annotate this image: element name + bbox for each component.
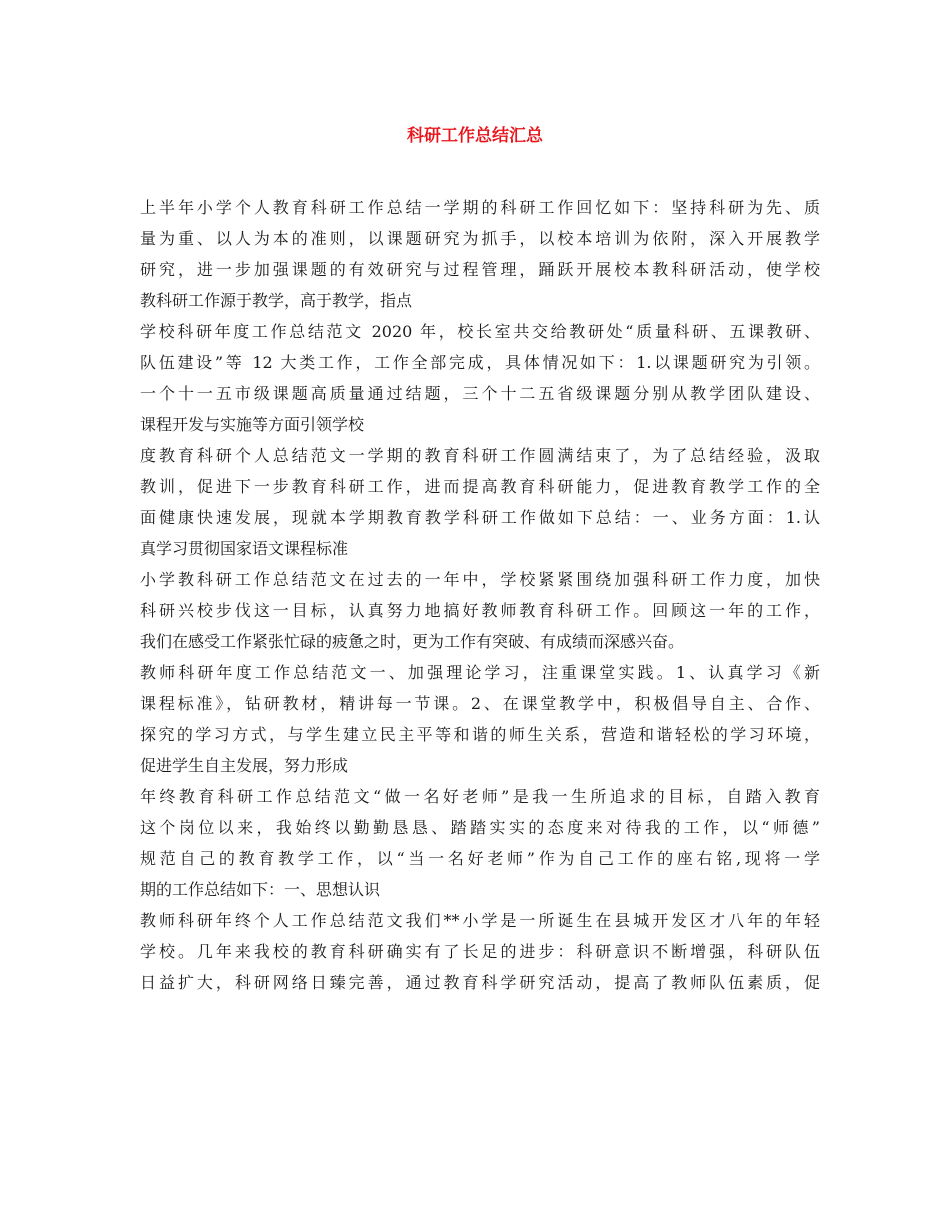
text-line: 教训，促进下一步教育科研工作，进而提高教育科研能力，促进教育教学工作的全 (140, 477, 820, 496)
text-line: 日益扩大，科研网络日臻完善，通过教育科学研究活动，提高了教师队伍素质，促 (140, 973, 820, 992)
text-line: 队伍建设”等 12 大类工作，工作全部完成，具体情况如下：1.以课题研究为引领。 (140, 353, 820, 372)
text-line: 度教育科研个人总结范文一学期的教育科研工作圆满结束了，为了总结经验，汲取 (140, 446, 820, 465)
text-line: 期的工作总结如下：一、思想认识 (140, 880, 381, 899)
text-line: 促进学生自主发展，努力形成 (140, 756, 349, 775)
text-line: 教师科研年终个人工作总结范文我们**小学是一所诞生在县城开发区才八年的年轻 (140, 911, 820, 930)
document-title: 科研工作总结汇总 (407, 126, 543, 146)
text-line: 研究，进一步加强课题的有效研究与过程管理，踊跃开展校本教科研活动，使学校 (140, 260, 820, 279)
text-line: 真学习贯彻国家语文课程标准 (140, 539, 349, 558)
text-line: 年终教育科研工作总结范文“做一名好老师”是我一生所追求的目标，自踏入教育 (140, 787, 820, 806)
text-line: 学校。几年来我校的教育科研确实有了长足的进步：科研意识不断增强，科研队伍 (140, 942, 820, 961)
text-line: 一个十一五市级课题高质量通过结题，三个十二五省级课题分别从教学团队建设、 (140, 384, 820, 403)
text-line: 小学教科研工作总结范文在过去的一年中，学校紧紧围绕加强科研工作力度，加快 (140, 570, 820, 589)
text-line: 我们在感受工作紧张忙碌的疲惫之时，更为工作有突破、有成绩而深感兴奋。 (140, 632, 685, 651)
text-line: 规范自己的教育教学工作，以“当一名好老师”作为自己工作的座右铭,现将一学 (140, 849, 820, 868)
text-line: 探究的学习方式，与学生建立民主平等和谐的师生关系，营造和谐轻松的学习环境， (140, 725, 820, 744)
text-line: 学校科研年度工作总结范文 2020 年，校长室共交给教研处“质量科研、五课教研、 (140, 322, 820, 341)
document-body (140, 192, 820, 998)
text-line: 这个岗位以来，我始终以勤勤恳恳、踏踏实实的态度来对待我的工作，以“师德” (140, 818, 820, 837)
text-line: 量为重、以人为本的准则，以课题研究为抓手，以校本培训为依附，深入开展教学 (140, 229, 820, 248)
text-line: 教师科研年度工作总结范文一、加强理论学习，注重课堂实践。1、认真学习《新 (140, 663, 820, 682)
text-line: 面健康快速发展，现就本学期教育教学科研工作做如下总结：一、业务方面：1.认 (140, 508, 820, 527)
text-line: 课程标准》，钻研教材，精讲每一节课。2、在课堂教学中，积极倡导自主、合作、 (140, 694, 820, 713)
text-line: 科研兴校步伐这一目标，认真努力地搞好教师教育科研工作。回顾这一年的工作， (140, 601, 820, 620)
text-line: 课程开发与实施等方面引领学校 (140, 415, 365, 434)
text-line: 教科研工作源于教学，高于教学，指点 (140, 291, 413, 310)
text-line: 上半年小学个人教育科研工作总结一学期的科研工作回忆如下：坚持科研为先、质 (140, 198, 820, 217)
